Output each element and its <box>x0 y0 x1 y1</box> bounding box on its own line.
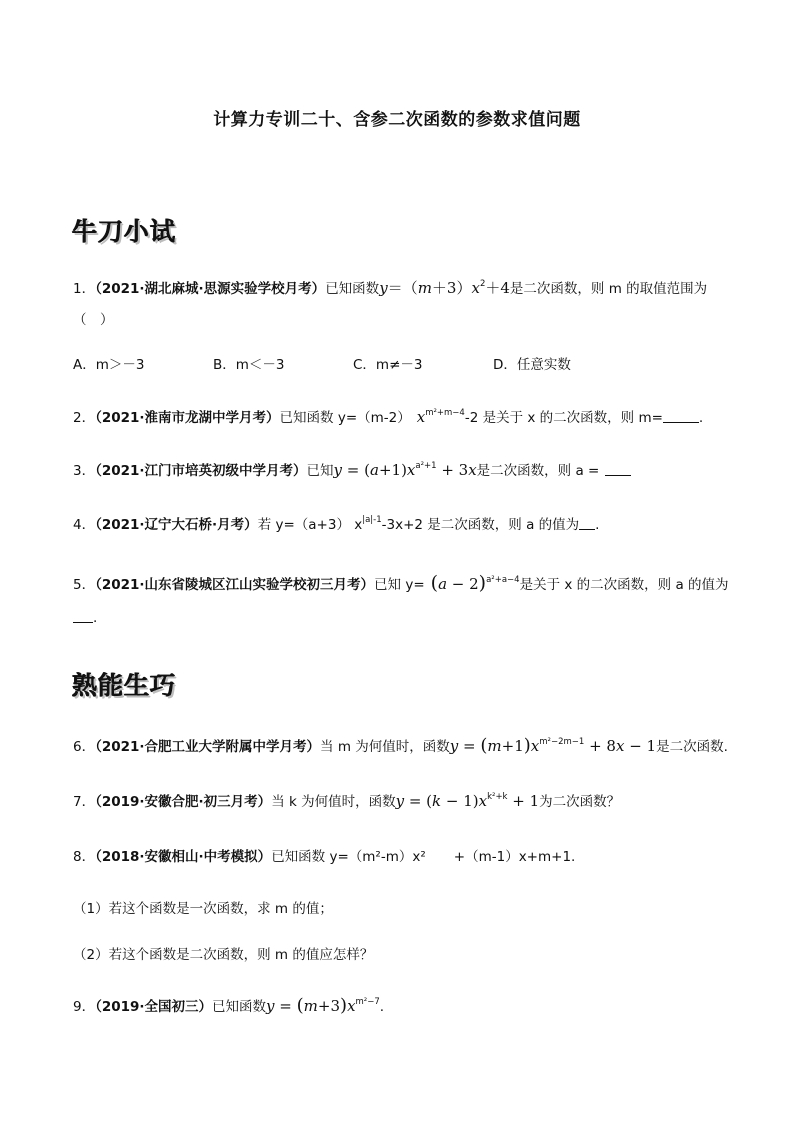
question-4: 4．（2021·辽宁大石桥·月考）若 y=（a+3） $x^{|a|-1}-3x+2$ 是二次函数，则 a 的值为 . <box>73 515 600 533</box>
question-text: 已知函数 y=（m²-m）x² <box>271 849 426 865</box>
answer-blank[interactable] <box>605 463 631 476</box>
option-list <box>73 356 633 374</box>
option-c: C．m≠－3 <box>353 357 423 373</box>
question-source: （2019·全国初三） <box>95 999 213 1015</box>
section-heading-warmup: 牛刀小试 <box>72 217 177 246</box>
question-text: 是二次函数，则 a = <box>476 463 600 479</box>
question-number: 3． <box>73 463 96 479</box>
question-text: 为二次函数？ <box>539 794 621 810</box>
question-text: 当 k 为何值时，函数 <box>271 794 396 810</box>
option-b: B．m＜－3 <box>213 357 285 373</box>
question-text: 已知 <box>306 463 334 479</box>
question-number: 7． <box>73 794 96 810</box>
question-source: （2021·江门市培英初级中学月考） <box>95 463 307 479</box>
question-source: （2021·湖北麻城·思源实验学校月考） <box>95 281 326 297</box>
question-3: 3．（2021·江门市培英初级中学月考）已知$y = (a+1)x^{a^2+1} + 3x$是二次函数，则 a = <box>73 461 631 480</box>
page-title: 计算力专训二十、含参二次函数的参数求值问题 <box>213 110 581 130</box>
question-source: （2021·淮南市龙湖中学月考） <box>95 410 280 426</box>
question-text: 是关于 x 的二次函数，则 a 的值为 <box>519 577 729 593</box>
question-text: 已知函数 <box>325 281 380 297</box>
question-text: +（m-1）x+m+1. <box>453 849 576 865</box>
formula: x <box>416 408 426 426</box>
question-text: -2 是关于 x 的二次函数，则 m= <box>464 410 663 426</box>
question-number: 6． <box>73 739 96 755</box>
question-source: （2018·安徽相山·中考模拟） <box>95 849 272 865</box>
answer-blank[interactable] <box>579 517 595 530</box>
formula: y <box>395 792 405 810</box>
formula: ＝（ <box>387 279 418 297</box>
question-8-part-1: （1）若这个函数是一次函数，求 m 的值； <box>73 901 333 917</box>
question-text: 是二次函数，则 m 的取值范围为 <box>509 281 708 297</box>
question-text: 当 m 为何值时，函数 <box>320 739 450 755</box>
option-a: A．m＞－3 <box>73 357 145 373</box>
question-number: 5． <box>73 577 96 593</box>
question-text: 已知函数 <box>212 999 267 1015</box>
formula: a <box>438 575 448 593</box>
question-number: 9． <box>73 999 96 1015</box>
question-text: 是二次函数. <box>656 739 728 755</box>
question-source: （2021·合肥工业大学附属中学月考） <box>95 739 321 755</box>
section-heading-practice: 熟能生巧 <box>72 671 177 700</box>
question-8 <box>73 848 575 866</box>
question-7: 7．（2019·安徽合肥·初三月考）当 k 为何值时，函数$y = (k - 1)x^{k^2+k} + 1$为二次函数？ <box>73 792 621 810</box>
question-number: 4． <box>73 517 96 533</box>
question-text: 已知 y= <box>374 577 425 593</box>
question-text: 已知函数 y=（m-2） <box>279 410 411 426</box>
exponent: |a|-1 <box>362 515 382 525</box>
question-5-answer-line: . <box>73 609 97 627</box>
question-8-part-2: （2）若这个函数是二次函数，则 m 的值应怎样？ <box>73 947 374 963</box>
question-text: 若 y=（a+3） x <box>257 517 363 533</box>
formula: y <box>266 997 275 1015</box>
question-text: -3x+2 是二次函数，则 a 的值为 <box>381 517 580 533</box>
question-6: 6．（2021·合肥工业大学附属中学月考）当 m 为何值时，函数$y = (m+1)x^{m^2-2m-1} + 8x - 1$是二次函数. <box>73 735 728 756</box>
question-number: 2． <box>73 410 96 426</box>
question-number: 8． <box>73 849 96 865</box>
question-number: 1． <box>73 281 96 297</box>
formula: y <box>333 461 343 479</box>
answer-parentheses: （ ） <box>73 312 114 328</box>
formula: y <box>449 737 459 755</box>
question-2: 2．（2021·淮南市龙湖中学月考）已知函数 y=（m-2） $x^{m^2+m-4}-2$ 是关于 x 的二次函数，则 m= . <box>73 408 704 426</box>
formula: y <box>379 279 388 297</box>
answer-blank[interactable] <box>663 410 699 423</box>
question-source: （2021·辽宁大石桥·月考） <box>95 517 258 533</box>
question-9: 9．（2019·全国初三）已知函数$y = (m+3)x^{m^2-7}$. <box>73 995 385 1016</box>
question-source: （2019·安徽合肥·初三月考） <box>95 794 272 810</box>
option-d: D．任意实数 <box>493 357 571 373</box>
question-5: 5．（2021·山东省陵城区江山实验学校初三月考）已知 $y= (a - 2)^{a^2+a-4}$是关于 x 的二次函数，则 a 的值为 <box>73 572 729 594</box>
question-source: （2021·山东省陵城区江山实验学校初三月考） <box>95 577 375 593</box>
answer-blank[interactable] <box>73 610 93 623</box>
question-1: 1．（2021·湖北麻城·思源实验学校月考）已知函数$y=(m+3)x^2+4$是二次函数，则 m 的取值范围为 <box>73 279 708 297</box>
